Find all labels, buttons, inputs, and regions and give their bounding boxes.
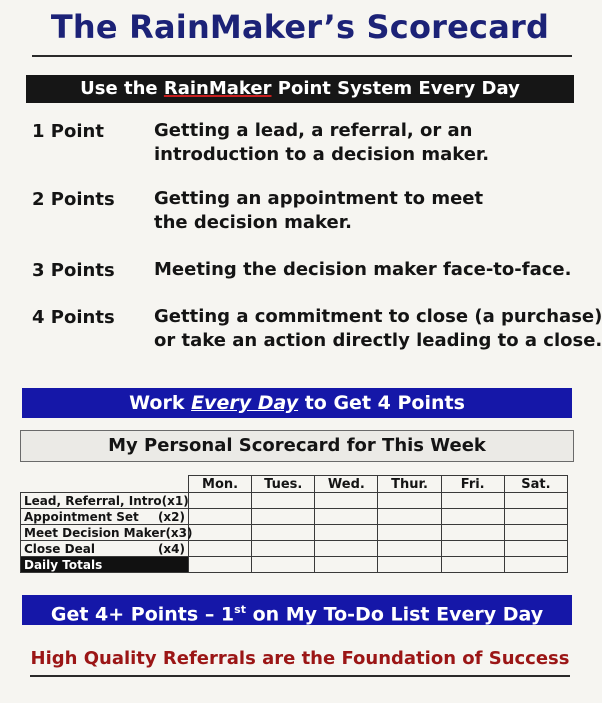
footer-divider xyxy=(30,675,570,677)
row-label xyxy=(21,509,189,525)
table-row xyxy=(21,509,568,525)
total-cell[interactable] xyxy=(315,557,378,573)
activity-label: Lead, Referral, Intro xyxy=(24,493,162,508)
day-header: Tues. xyxy=(252,476,315,493)
point-system-banner xyxy=(26,75,574,103)
score-cell[interactable] xyxy=(252,493,315,509)
point-desc-line: Getting an appointment to meet xyxy=(154,188,484,209)
score-cell[interactable] xyxy=(189,493,252,509)
score-cell[interactable] xyxy=(315,493,378,509)
activity-label: Meet Decision Maker xyxy=(24,525,166,540)
footer-tagline: High Quality Referrals are the Foundation of Success xyxy=(30,648,570,669)
score-cell[interactable] xyxy=(378,525,441,541)
point-desc-line: or take an action directly leading to a close. xyxy=(154,330,602,351)
score-cell[interactable] xyxy=(252,525,315,541)
day-header: Mon. xyxy=(189,476,252,493)
point-desc-line: the decision maker. xyxy=(154,212,352,233)
work-banner-suffix: to Get 4 Points xyxy=(298,392,465,414)
goal-banner-suffix: on My To-Do List Every Day xyxy=(245,603,544,626)
point-desc-line: Meeting the decision maker face-to-face. xyxy=(154,259,572,280)
point-label-3: 3 Points xyxy=(32,260,115,281)
score-cell[interactable] xyxy=(252,541,315,557)
score-cell[interactable] xyxy=(504,509,567,525)
page-title: The RainMaker’s Scorecard xyxy=(50,8,550,46)
scorecard-title: My Personal Scorecard for This Week xyxy=(20,430,574,462)
day-header: Thur. xyxy=(378,476,441,493)
day-header: Fri. xyxy=(441,476,504,493)
point-desc-line: Getting a commitment to close (a purchase) xyxy=(154,306,602,327)
score-cell[interactable] xyxy=(378,509,441,525)
point-desc-2 xyxy=(154,187,483,235)
multiplier-label: (x3) xyxy=(165,525,193,540)
score-cell[interactable] xyxy=(504,541,567,557)
totals-label: Daily Totals xyxy=(21,557,189,573)
total-cell[interactable] xyxy=(441,557,504,573)
score-cell[interactable] xyxy=(378,541,441,557)
activity-label: Close Deal xyxy=(24,541,95,556)
title-divider xyxy=(32,55,572,57)
multiplier-label: (x4) xyxy=(157,541,185,556)
weekly-scorecard-table xyxy=(20,475,568,573)
score-cell[interactable] xyxy=(441,509,504,525)
score-cell[interactable] xyxy=(504,493,567,509)
point-label-1: 1 Point xyxy=(32,121,104,142)
multiplier-label: (x1) xyxy=(161,493,189,508)
activity-label: Appointment Set xyxy=(24,509,139,524)
row-label xyxy=(21,541,189,557)
score-cell[interactable] xyxy=(441,493,504,509)
score-cell[interactable] xyxy=(315,541,378,557)
table-row xyxy=(21,525,568,541)
score-cell[interactable] xyxy=(252,509,315,525)
multiplier-label: (x2) xyxy=(157,509,185,524)
score-cell[interactable] xyxy=(378,493,441,509)
score-cell[interactable] xyxy=(315,525,378,541)
table-header-row xyxy=(21,476,568,493)
point-desc-line: Getting a lead, a referral, or an xyxy=(154,120,473,141)
goal-banner-prefix: Get 4+ Points – 1 xyxy=(50,603,235,626)
score-cell[interactable] xyxy=(315,509,378,525)
work-banner-emphasis: Every Day xyxy=(191,392,299,414)
score-cell[interactable] xyxy=(189,525,252,541)
point-desc-3 xyxy=(154,258,571,282)
point-label-4: 4 Points xyxy=(32,307,115,328)
table-row xyxy=(21,541,568,557)
header-corner xyxy=(21,476,189,493)
day-header: Wed. xyxy=(315,476,378,493)
score-cell[interactable] xyxy=(189,541,252,557)
row-label xyxy=(21,493,189,509)
row-label xyxy=(21,525,193,541)
point-desc-1 xyxy=(154,119,489,167)
point-label-2: 2 Points xyxy=(32,189,115,210)
score-cell[interactable] xyxy=(504,525,567,541)
day-header: Sat. xyxy=(504,476,567,493)
score-cell[interactable] xyxy=(441,525,504,541)
total-cell[interactable] xyxy=(252,557,315,573)
banner-prefix: Use the xyxy=(80,78,164,99)
total-cell[interactable] xyxy=(504,557,567,573)
totals-row xyxy=(21,557,568,573)
point-desc-line: introduction to a decision maker. xyxy=(154,144,490,165)
total-cell[interactable] xyxy=(189,557,252,573)
banner-suffix: Point System Every Day xyxy=(271,78,520,99)
score-cell[interactable] xyxy=(441,541,504,557)
goal-banner xyxy=(22,595,572,625)
total-cell[interactable] xyxy=(378,557,441,573)
goal-banner-sup: st xyxy=(234,603,246,616)
work-every-day-banner xyxy=(22,388,572,418)
score-cell[interactable] xyxy=(189,509,252,525)
table-row xyxy=(21,493,568,509)
banner-brand: RainMaker xyxy=(163,78,272,99)
work-banner-prefix: Work xyxy=(129,392,192,414)
point-desc-4 xyxy=(154,305,602,353)
